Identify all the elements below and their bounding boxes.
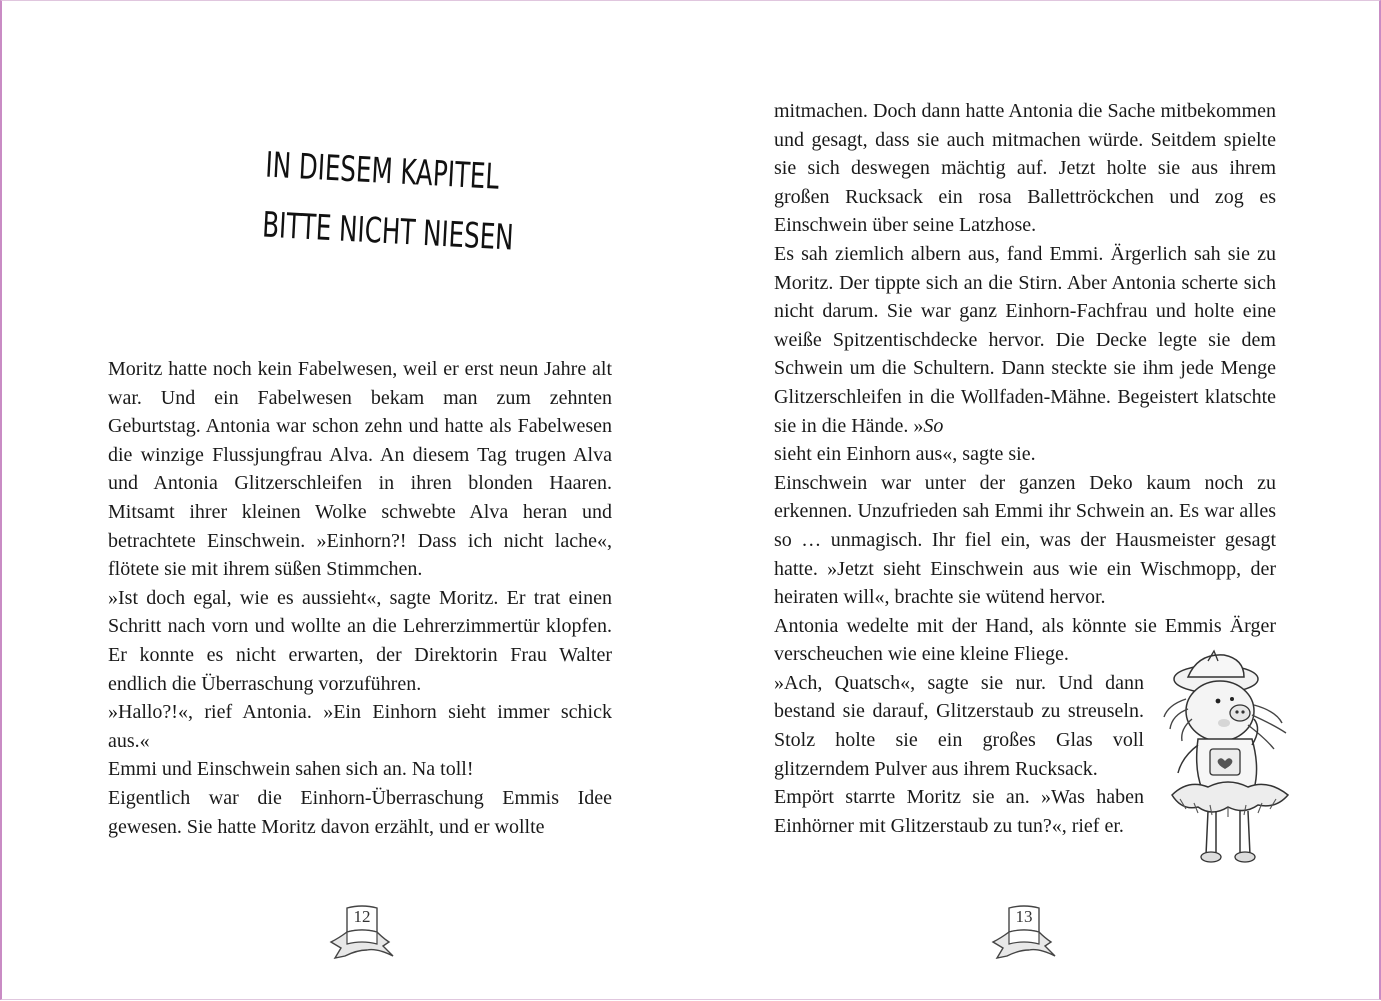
paragraph: Empört starrte Moritz sie an. »Was haben Einhörner mit Glitzerstaub zu tun?«, rief er.: [774, 786, 1144, 837]
chapter-title: [231, 134, 515, 268]
page-number-banner: [327, 904, 397, 964]
page-number: 12: [353, 907, 371, 926]
paragraph: mitmachen. Doch dann hatte Antonia die Sache mitbekommen und gesagt, dass sie auch mitmachen würde. Seitdem spielte sie sich deswegen mächtig auf. Jetzt holte sie aus ihrem großen Rucksack ein rosa Ballettröckchen und zog es Einschwein über seine Latzhose.: [774, 100, 1276, 237]
paragraph: sieht ein Einhorn aus«, sagte sie.: [774, 443, 1036, 466]
page-number-banner: [989, 904, 1059, 964]
right-page: [692, 1, 1381, 1001]
paragraph: [774, 240, 1276, 440]
paragraph: Moritz hatte noch kein Fabelwesen, weil er erst neun Jahre alt war. Und ein Fabelwesen bekam man zum zehnten Geburtstag. Antonia war schon zehn und hatte als Fabelwesen die winzige Flussjungfrau Alva. An diesem Tag trugen Alva und Antonia Glitzerschleifen in ihren blonden Haaren. Mitsamt ihrer kleinen Wolke schwebte Alva heran und betrachtete Einschwein. »Einhorn?! Dass ich nicht lache«, flötete sie mit ihrem süßen Stimmchen.: [108, 358, 612, 581]
paragraph: Einschwein war unter der ganzen Deko kaum noch zu erkennen. Unzufrieden sah Emmi ihr Schwein an. Es war alles so … unmagisch. Ihr fiel ein, was der Hausmeister gesagt hatte. »Jetzt sieht Einschwein aus wie ein Wischmopp, der heiraten will«, brachte sie wütend hervor.: [774, 471, 1276, 609]
paragraph: »Hallo?!«, rief Antonia. »Ein Einhorn sieht immer schick aus.«: [108, 701, 612, 752]
chapter-title-line-2: BITTE NICHT NIESEN: [261, 205, 515, 259]
paragraph-text: Es sah ziemlich albern aus, fand Emmi. Ärgerlich sah sie zu Moritz. Der tippte sich an die Stirn. Aber Antonia scherte sich nicht darum. Sie war ganz Einhorn-Fachfrau und holte eine weiße Spitzentischdecke hervor. Die Decke legte sie dem Schwein um die Schultern. Dann steckte sie ihm jede Menge Glitzerschleifen in die Wollfaden-Mähne. Begeistert klatschte sie in die Hände. »: [774, 242, 1276, 437]
paragraph: »Ist doch egal, wie es aussieht«, sagte Moritz. Er trat einen Schritt nach vorn und wollte an die Lehrerzimmertür klopfen. Er konnte es nicht erwarten, der Direktorin Frau Walter endlich die Überraschung vorzuführen.: [108, 586, 612, 695]
left-page-body-text: [108, 355, 612, 841]
chapter-title-line-1: IN DIESEM KAPITEL: [264, 145, 500, 198]
paragraph: Eigentlich war die Einhorn-Überraschung Emmis Idee gewesen. Sie hatte Moritz davon erzählt, und er wollte: [108, 786, 612, 838]
left-page: [2, 1, 692, 1001]
page-number: 13: [1015, 907, 1033, 926]
pig-unicorn-in-tutu-icon: [1158, 649, 1320, 871]
paragraph: Emmi und Einschwein sahen sich an. Na toll!: [108, 758, 474, 781]
emphasis-word: So: [923, 414, 944, 437]
paragraph: »Ach, Quatsch«, sagte sie nur. Und dann bestand sie darauf, Glitzerstaub zu streuseln. Stolz holte sie ein großes Glas voll glitzerndem Pulver aus ihrem Rucksack.: [774, 671, 1144, 780]
paragraph: Antonia wedelte mit der Hand, als könnte sie Emmis Ärger verscheuchen wie eine kleine Fliege.: [774, 614, 1276, 666]
